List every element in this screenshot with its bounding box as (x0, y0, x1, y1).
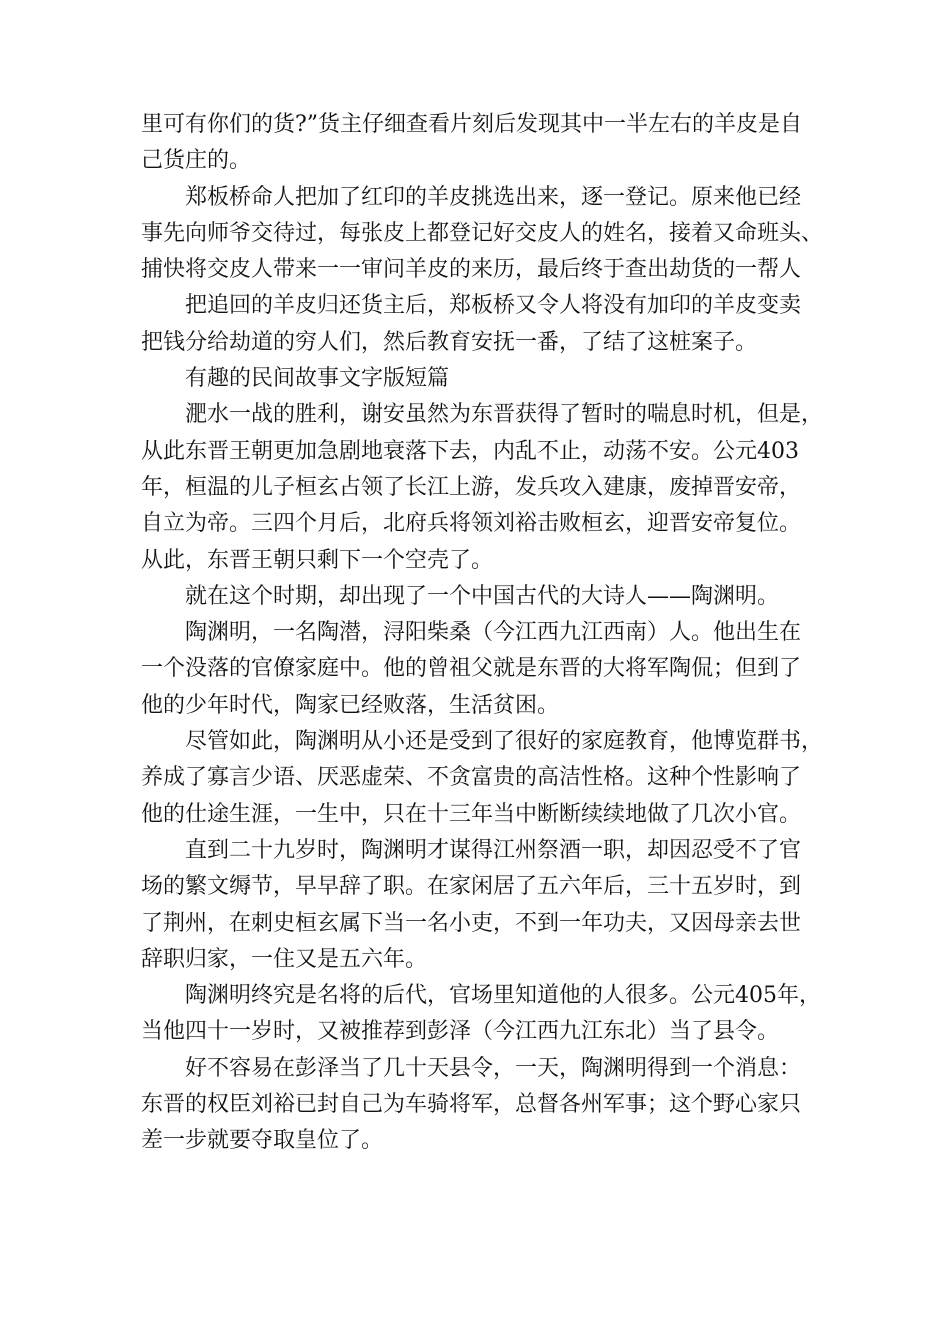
text-line: 一个没落的官僚家庭中。他的曾祖父就是东晋的大将军陶侃；但到了 (141, 656, 802, 682)
text-line: 养成了寡言少语、厌恶虚荣、不贪富贵的高洁性格。这种个性影响了 (141, 765, 802, 791)
text-line: 好不容易在彭泽当了几十天县令，一天，陶渊明得到一个消息： (185, 1055, 802, 1081)
text-line: 郑板桥命人把加了红印的羊皮挑选出来，逐一登记。原来他已经 (185, 184, 802, 210)
text-line: 他的仕途生涯，一生中，只在十三年当中断断续续地做了几次小官。 (141, 801, 802, 827)
text-line: 了荆州，在刺史桓玄属下当一名小吏，不到一年功夫，又因母亲去世 (141, 910, 802, 936)
text-line: 把追回的羊皮归还货主后，郑板桥又令人将没有加印的羊皮变卖 (185, 293, 802, 319)
text-line: 己货庄的。 (141, 148, 252, 174)
text-line: 里可有你们的货?”货主仔细查看片刻后发现其中一半左右的羊皮是自 (141, 112, 803, 137)
section-heading: 有趣的民间故事文字版短篇 (185, 366, 450, 392)
text-line: 辞职归家，一住又是五六年。 (141, 946, 428, 972)
text-line: 差一步就要夺取皇位了。 (141, 1128, 384, 1154)
text-line: 捕快将交皮人带来一一审问羊皮的来历，最后终于查出劫货的一帮人 (141, 257, 802, 283)
text-line: 从此，东晋王朝只剩下一个空壳了。 (141, 547, 494, 573)
text-line: 年，桓温的儿子桓玄占领了长江上游，发兵攻入建康，废掉晋安帝， (141, 474, 802, 500)
text-line: 场的繁文缛节，早早辞了职。在家闲居了五六年后，三十五岁时，到 (141, 874, 802, 900)
text-line: 淝水一战的胜利，谢安虽然为东晋获得了暂时的喘息时机，但是， (185, 402, 824, 428)
text-line: 从此东晋王朝更加急剧地衰落下去，内乱不止，动荡不安。公元403 (141, 438, 799, 464)
text-line: 尽管如此，陶渊明从小还是受到了很好的家庭教育，他博览群书， (185, 729, 824, 755)
text-line: 东晋的权臣刘裕已封自己为车骑将军，总督各州军事；这个野心家只 (141, 1092, 802, 1118)
text-line: 把钱分给劫道的穷人们，然后教育安抚一番，了结了这桩案子。 (141, 329, 758, 355)
text-line: 就在这个时期，却出现了一个中国古代的大诗人——陶渊明。 (185, 583, 780, 609)
text-line: 陶渊明，一名陶潜，浔阳柴桑（今江西九江西南）人。他出生在 (185, 620, 802, 646)
text-line: 当他四十一岁时，又被推荐到彭泽（今江西九江东北）当了县令。 (141, 1019, 780, 1045)
text-line: 陶渊明终究是名将的后代，官场里知道他的人很多。公元405年， (185, 983, 821, 1009)
text-line: 事先向师爷交待过，每张皮上都登记好交皮人的姓名，接着又命班头、 (141, 220, 824, 246)
document-body (141, 107, 824, 1160)
text-line: 自立为帝。三四个月后，北府兵将领刘裕击败桓玄，迎晋安帝复位。 (141, 511, 802, 537)
text-line: 他的少年时代，陶家已经败落，生活贫困。 (141, 692, 560, 718)
text-line: 直到二十九岁时，陶渊明才谋得江州祭酒一职，却因忍受不了官 (185, 837, 802, 863)
